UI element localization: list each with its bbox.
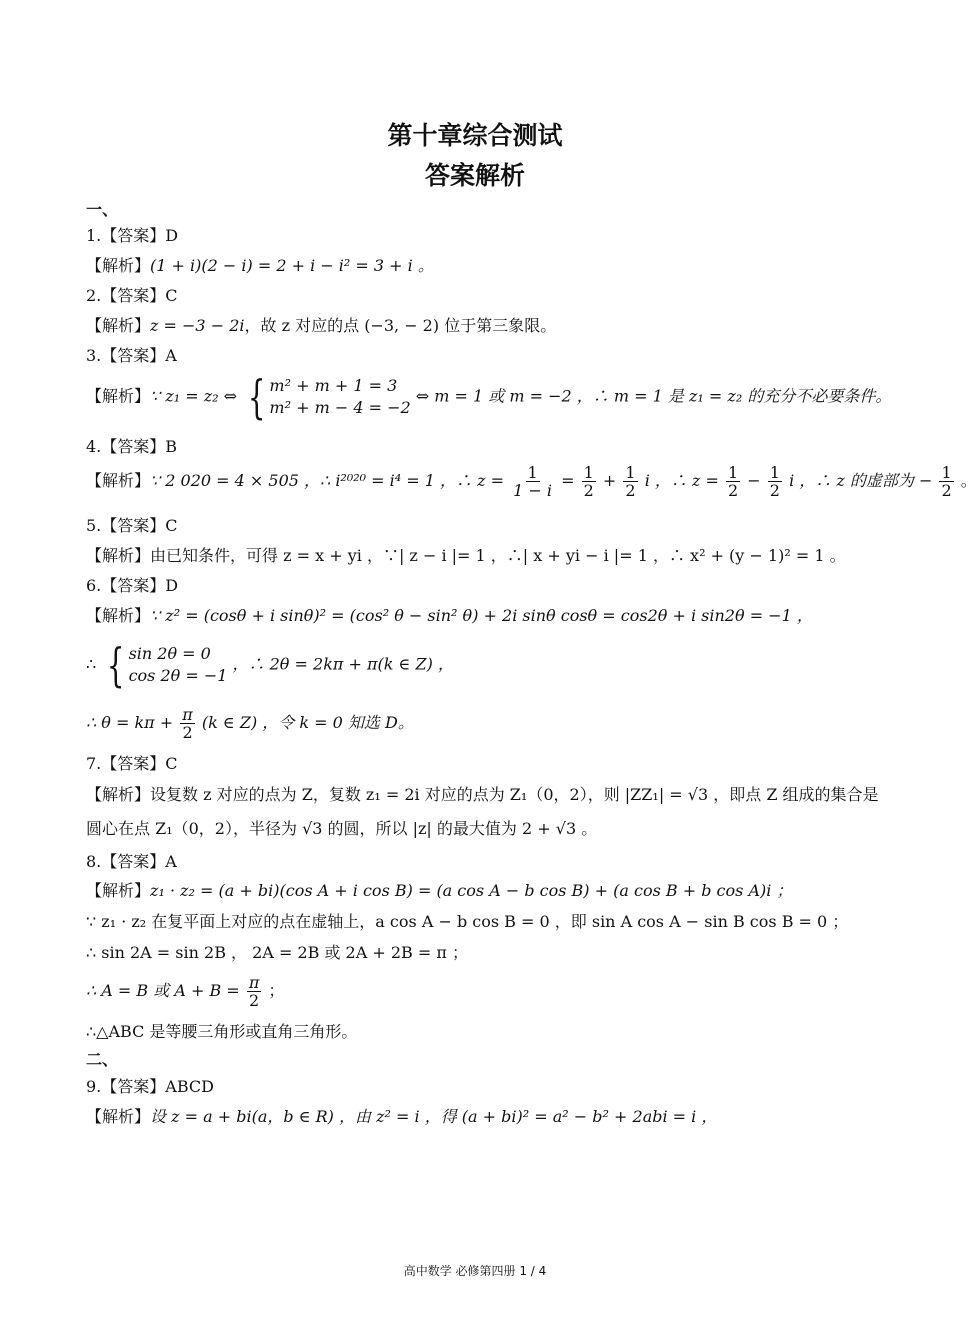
q7-analysis-line-2: 圆心在点 Z₁（0，2），半径为 √3 的圆，所以 |z| 的最大值为 2 + √3 。 bbox=[86, 819, 598, 838]
fraction: $\frac{1}{1 - i}$ bbox=[513, 463, 553, 500]
analysis-tag: 【解析】 bbox=[86, 256, 151, 275]
q8-text-1: z₁ · z₂ = (a + bi)(cos A + i cos B) = (a cos A − b cos B) + (a cos B + b cos A)i ； bbox=[150, 881, 793, 900]
equals-sign: = bbox=[561, 471, 575, 490]
analysis-tag: 【解析】 bbox=[86, 546, 151, 565]
q1-equation: (1 + i)(2 − i) = 2 + i − i² = 3 + i 。 bbox=[150, 256, 434, 275]
period: 。 bbox=[960, 471, 977, 490]
fraction: $\frac{1}{2}$ bbox=[941, 463, 952, 500]
fraction: $\frac{1}{2}$ bbox=[583, 463, 594, 500]
q8-analysis-line-4 bbox=[86, 974, 284, 1009]
page-title: 第十章综合测试 bbox=[387, 121, 563, 150]
q3-answer: 3.【答案】A bbox=[86, 346, 177, 365]
q7-text-1: 设复数 z 对应的点为 Z，复数 z₁ = 2i 对应的点为 Z₁（0，2），则 |ZZ₁| = √3 ，即点 Z 组成的集合是 bbox=[150, 785, 879, 804]
q6-text: ∵ z² = (cosθ + i sinθ)² = (cos² θ − sin² θ) + 2i sinθ cosθ = cos2θ + i sin2θ = −1 ， bbox=[150, 606, 813, 625]
q8-analysis-line-5: ∴△ABC 是等腰三角形或直角三角形。 bbox=[86, 1022, 358, 1041]
analysis-tag: 【解析】 bbox=[86, 316, 151, 335]
q2-text: ，故 z 对应的点 bbox=[244, 316, 360, 335]
q8-answer: 8.【答案】A bbox=[86, 852, 177, 871]
q3-system-row-1: m² + m + 1 = 3 bbox=[269, 376, 398, 395]
q8-analysis-line-3: ∴ sin 2A = sin 2B ， 2A = 2B 或 2A + 2B = π ； bbox=[86, 943, 468, 962]
page-subtitle: 答案解析 bbox=[424, 161, 525, 190]
q6-theta-eq: ∴ θ = kπ + bbox=[86, 713, 174, 732]
q9-analysis bbox=[86, 1107, 717, 1127]
analysis-tag: 【解析】 bbox=[86, 471, 151, 490]
semicolon: ； bbox=[268, 981, 285, 1000]
q4-analysis bbox=[86, 464, 977, 499]
analysis-tag: 【解析】 bbox=[86, 386, 151, 406]
q6-system-row-1: sin 2θ = 0 bbox=[128, 644, 211, 663]
q2-conjugate-eq: z = −3 − 2i bbox=[150, 316, 245, 335]
q6-system-conclusion: ，∴ 2θ = 2kπ + π(k ∈ Z) ， bbox=[232, 654, 454, 674]
fraction: $\frac{\pi}{2}$ bbox=[248, 973, 260, 1010]
q6-final-line bbox=[86, 706, 414, 741]
q8-analysis-line-2: ∵ z₁ · z₂ 在复平面上对应的点在虚轴上，a cos A − b cos B = 0 ，即 sin A cos A − sin B cos B = 0 ； bbox=[86, 912, 849, 931]
q7-analysis-line-1 bbox=[86, 785, 879, 805]
q2-analysis bbox=[86, 316, 556, 336]
minus-sign: − bbox=[747, 471, 761, 490]
analysis-tag: 【解析】 bbox=[86, 1107, 151, 1126]
q5-text: 由已知条件，可得 z = x + yi ，∵| z − i |= 1 ，∴| x + yi − i |= 1 ，∴ x² + (y − 1)² = 1 。 bbox=[150, 546, 846, 565]
q5-analysis bbox=[86, 546, 846, 566]
q8-analysis-line-1 bbox=[86, 881, 792, 901]
section-heading-2: 二、 bbox=[86, 1050, 119, 1069]
fraction: $\frac{\pi}{2}$ bbox=[182, 705, 193, 742]
page-footer: 高中数学 必修第四册 1 / 4 bbox=[403, 1264, 547, 1278]
q3-analysis bbox=[86, 370, 892, 424]
left-brace-icon: { bbox=[247, 370, 266, 424]
q4-part-3: i ，∴ z 的虚部为 − bbox=[789, 471, 933, 490]
q2-answer: 2.【答案】C bbox=[86, 286, 178, 305]
q7-answer: 7.【答案】C bbox=[86, 754, 178, 773]
fraction: $\frac{1}{2}$ bbox=[769, 463, 780, 500]
analysis-tag: 【解析】 bbox=[86, 606, 151, 625]
q6-system-line bbox=[86, 638, 454, 692]
q6-choice: (k ∈ Z) ，令 k = 0 知选 D。 bbox=[201, 713, 414, 732]
q9-answer: 9.【答案】ABCD bbox=[86, 1077, 214, 1096]
q1-analysis bbox=[86, 256, 434, 276]
analysis-tag: 【解析】 bbox=[86, 881, 151, 900]
q1-answer: 1.【答案】D bbox=[86, 226, 179, 245]
fraction: $\frac{1}{2}$ bbox=[728, 463, 739, 500]
q3-premise: ∵ z₁ = z₂ ⇔ bbox=[150, 386, 238, 406]
q2-point: (−3, − 2) bbox=[364, 316, 440, 335]
analysis-tag: 【解析】 bbox=[86, 785, 151, 804]
q3-conclusion: ⇔ m = 1 或 m = −2 ，∴ m = 1 是 z₁ = z₂ 的充分不必要条件。 bbox=[415, 386, 892, 406]
q5-answer: 5.【答案】C bbox=[86, 516, 178, 535]
q9-text: 设 z = a + bi(a，b ∈ R) ，由 z² = i ，得 (a + bi)² = a² − b² + 2abi = i ， bbox=[150, 1107, 718, 1126]
q6-system bbox=[101, 638, 228, 692]
q3-system bbox=[242, 370, 411, 424]
q4-answer: 4.【答案】B bbox=[86, 437, 178, 456]
section-heading-1: 一、 bbox=[86, 200, 119, 219]
q6-system-row-2: cos 2θ = −1 bbox=[128, 666, 228, 685]
q8-text-4: ∴ A = B 或 A + B = bbox=[86, 981, 240, 1000]
left-brace-icon: { bbox=[107, 638, 125, 692]
q6-analysis bbox=[86, 606, 813, 626]
q4-part-2: i ，∴ z = bbox=[644, 471, 719, 490]
q2-conclusion: 位于第三象限。 bbox=[444, 316, 557, 335]
fraction: $\frac{1}{2}$ bbox=[625, 463, 636, 500]
plus-sign: + bbox=[602, 471, 617, 490]
therefore-sign: ∴ bbox=[86, 654, 97, 674]
q6-answer: 6.【答案】D bbox=[86, 576, 179, 595]
q3-system-row-2: m² + m − 4 = −2 bbox=[269, 398, 411, 417]
q4-part-1: ∵ 2 020 = 4 × 505 ，∴ i²⁰²⁰ = i⁴ = 1 ，∴ z = bbox=[150, 471, 505, 490]
